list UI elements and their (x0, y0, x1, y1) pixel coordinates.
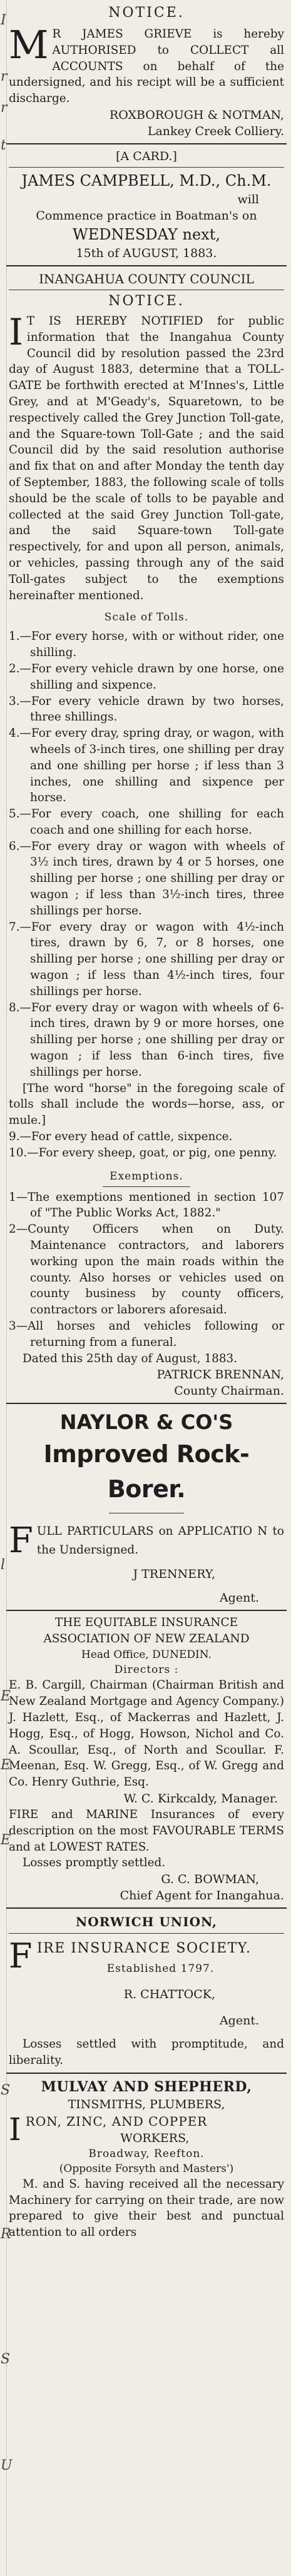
gutter-mark: l (1, 1557, 6, 1573)
council-title: INANGAHUA COUNTY COUNCIL (39, 271, 254, 286)
established: Established 1797. (106, 1962, 215, 1976)
toll-item: 2.—For every vehicle drawn by one horse, one shilling and sixpence. (9, 662, 284, 692)
horse-note: [The word "horse" in the foregoing scale of tolls shall include the words—horse, ass, or mule.] (9, 1081, 284, 1128)
divider (6, 1403, 287, 1404)
signature: R. CHATTOCK, (123, 1988, 215, 2002)
equitable-title-2: ASSOCIATION OF NEW ZEALAND (43, 1632, 250, 1646)
divider (6, 2073, 287, 2074)
signature: PATRICK BRENNAN, (156, 1368, 284, 1382)
signature-title: Chief Agent for Inangahua. (120, 1889, 284, 1903)
naylor-title: NAYLOR & CO'S (59, 1410, 233, 1435)
notice-heading: NOTICE. (108, 293, 185, 309)
toll-item: 10.—For every sheep, goat, or pig, one penny. (9, 1146, 277, 1159)
council-notice (6, 270, 287, 1399)
signature-title: Agent. (219, 2014, 259, 2028)
toll-item: 8.—For every dray or wagon with wheels of 6-inch tires, drawn by 9 or more horses, one shilling per horse ; one shilling per dray or wagon ; if less than 6-inch tires, five shillings per horse. (9, 1001, 284, 1079)
divider (6, 265, 287, 266)
naylor-ad (6, 1408, 287, 1606)
gutter-mark: S (1, 2351, 11, 2367)
gutter-mark: E (1, 1757, 11, 1773)
drop-cap: F (9, 1936, 33, 1976)
mulvay-line-3: WORKERS, (120, 2131, 190, 2145)
gutter-mark: t (1, 138, 6, 153)
toll-item: 6.—For every dray or wagon with wheels of 3½ inch tires, drawn by 4 or 5 horses, one shilling per horse ; one shilling per dray or wagon ; if less than 3½-inch tires, three shillings per horse. (9, 839, 284, 917)
card-will: will (237, 192, 259, 206)
directors-heading: Directors : (114, 1664, 179, 1677)
toll-item: 1.—For every horse, with or without rider, one shilling. (9, 630, 284, 660)
equitable-ad (6, 1615, 287, 1904)
toll-item: 3.—For every vehicle drawn by two horses, three shillings. (9, 694, 284, 724)
card-tag: [A CARD.] (116, 149, 177, 163)
notice-body: M R JAMES GRIEVE is hereby AUTHORISED to COLLECT all ACCOUNTS on behalf of the undersigned, and his recipt will be a sufficient discharge. (9, 22, 284, 106)
council-intro: I T IS HEREBY NOTIFIED for public information that the Inangahua County Council did by resolution passed the 23rd day of August 1883, determine that a TOLL-GATE be forthwith erected at M'Innes's, Little Grey, and at M'Geady's, Squaretown, to be respectively called the Grey Junction Toll-gate, and the Square-town Toll-Gate ; and the said Council did by the said resolution authorise and fix that on and after Monday the tenth day of September, 1883, the following scale of tolls should be the scale of tolls to be payable and collected at the said Grey Junction Toll-gate, and the said Square-town Toll-gate respectively, for and upon all person, animals, or vehicles, passing through any of the said Toll-gates subject to the exemptions hereinafter mentioned. (9, 310, 284, 602)
mulvay-title: MULVAY AND SHEPHERD, (41, 2078, 252, 2095)
grieve-notice (6, 0, 287, 139)
signature: J TRENNERY, (133, 1567, 215, 1582)
drop-cap: I (9, 2111, 22, 2148)
naylor-text: FULL PARTICULARS on APPLICATIO N to the Undersigned. (9, 1520, 284, 1562)
losses-line: Losses settled with promptitude, and liberality. (9, 2038, 284, 2067)
drop-cap: F (9, 1520, 33, 1562)
drop-cap: M (9, 22, 49, 68)
divider (6, 1907, 287, 1909)
mulvay-ad (6, 2078, 287, 2241)
signature-place: Lankey Creek Colliery. (147, 124, 284, 138)
dated-line: Dated this 25th day of August, 1883. (23, 1351, 238, 1365)
mulvay-address: Broadway, Reefton. (88, 2147, 205, 2160)
signature: ROXBOROUGH & NOTMAN, (109, 108, 284, 122)
divider (6, 143, 287, 144)
newspaper-column (6, 0, 287, 2241)
exemption-item: 3—All horses and vehicles following or returning from a funeral. (9, 1320, 284, 1349)
campbell-card (6, 148, 287, 261)
norwich-ad (6, 1912, 287, 2069)
card-line: Commence practice in Boatman's on (36, 208, 257, 223)
divider (9, 167, 284, 168)
signature-title: Agent. (219, 1591, 259, 1605)
manager: W. C. Kirkcaldy, Manager. (123, 1791, 278, 1806)
card-date-day: WEDNESDAY next, (73, 225, 220, 243)
directors-list: E. B. Cargill, Chairman (Chairman British and New Zealand Mortgage and Agency Company.) J. Hazlett, Esq., of Mackerras and Hazlett, J. Hogg, Esq., of Hogg, Howson, Nichol and Co. A. Scoullar, Esq., of North and Scoullar. F. Meenan, Esq. W. Gregg, Esq., of W. Gregg and Co. Henry Guthrie, Esq. (9, 1679, 284, 1789)
exemption-item: 1—The exemptions mentioned in section 107 of "The Public Works Act, 1882." (9, 1190, 284, 1220)
gutter-mark: U (1, 2458, 13, 2473)
losses-line: Losses promptly settled. (23, 1856, 166, 1870)
gutter-mark: R (1, 2226, 11, 2242)
toll-item: 7.—For every dray or wagon with 4½-inch tires, drawn by 6, 7, or 8 horses, one shilling per horse ; one shilling per dray or wagon ; if less than 4½-inch tires, four shillings per horse. (9, 920, 284, 998)
mulvay-line: TINSMITHS, PLUMBERS, (68, 2097, 225, 2111)
head-office: Head Office, DUNEDIN. (81, 1649, 212, 1662)
gutter-mark: I (1, 13, 6, 28)
toll-item: 9.—For every head of cattle, sixpence. (9, 1130, 233, 1144)
exemptions-heading: Exemptions. (110, 1169, 183, 1183)
doctor-name: JAMES CAMPBELL, M.D., Ch.M. (21, 171, 272, 189)
gutter-mark: r (1, 100, 8, 116)
divider (103, 1186, 190, 1187)
gutter-mark: E (1, 1832, 11, 1848)
toll-item: 5.—For every coach, one shilling for each coach and one shilling for each horse. (9, 807, 284, 837)
equitable-title: THE EQUITABLE INSURANCE (54, 1616, 238, 1630)
norwich-line: FIRE INSURANCE SOCIETY. (9, 1936, 252, 1976)
mulvay-line-2: IRON, ZINC, AND COPPER (9, 2111, 208, 2148)
norwich-title: NORWICH UNION, (76, 1914, 217, 1930)
exemption-item: 2—County Officers when on Duty. Maintenance contractors, and laborers working upon the main roads within the county. Also horses or vehicles used on county business by county officers, contractors or laborers aforesaid. (9, 1223, 284, 1317)
gutter-mark: E (1, 1689, 11, 1704)
signature-title: County Chairman. (174, 1384, 284, 1398)
naylor-subtitle: Improved Rock-Borer. (43, 1440, 250, 1503)
notice-heading: NOTICE. (108, 5, 185, 21)
gutter-mark: r (1, 69, 8, 84)
signature: G. C. BOWMAN, (161, 1872, 259, 1887)
drop-cap: I (9, 310, 23, 353)
mulvay-opposite: (Opposite Forsyth and Masters') (59, 2162, 234, 2175)
mulvay-text: M. and S. having received all the necessary Machinery for carrying on their trade, are now prepared to give their best and punctual attention to all orders (9, 2177, 284, 2240)
divider (6, 1610, 287, 1611)
divider (9, 1933, 284, 1934)
scale-heading: Scale of Tolls. (104, 611, 189, 624)
fire-marine: FIRE and MARINE Insurances of every description on the most FAVOURABLE TERMS and at LOWEST RATES. (9, 1807, 284, 1854)
toll-item: 4.—For every dray, spring dray, or wagon, with wheels of 3-inch tires, one shilling per dray and one shilling per horse ; if less than 3 inches, one shilling and sixpence per horse. (9, 727, 284, 805)
gutter-mark: S (1, 2083, 11, 2098)
card-date: 15th of AUGUST, 1883. (76, 246, 217, 260)
